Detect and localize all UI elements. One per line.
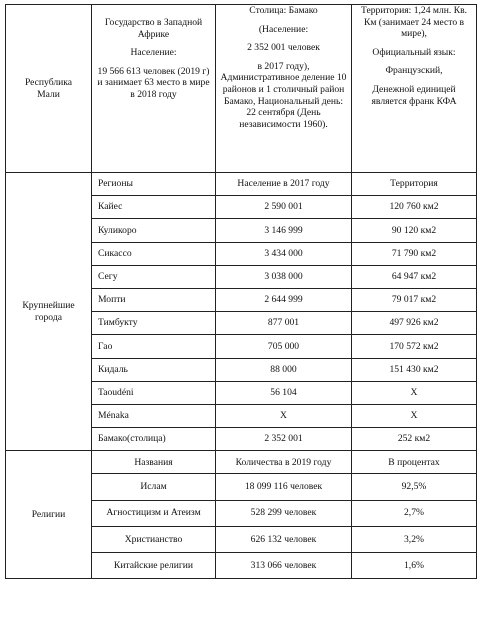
region-name: Кайес	[92, 196, 216, 219]
religion-name: Ислам	[92, 474, 216, 500]
region-name: Гао	[92, 335, 216, 358]
region-name: Сикассо	[92, 242, 216, 265]
region-population: 705 000	[216, 335, 352, 358]
region-population: 56 104	[216, 381, 352, 404]
region-name: Taoudéni	[92, 381, 216, 404]
state-info-cell	[92, 5, 216, 173]
region-population: 3 434 000	[216, 242, 352, 265]
currency-text: Денежной единицей является франк КФА	[371, 83, 457, 107]
population-text: 19 566 613 человек (2019 г) и занимает 63 место в мире в 2018 году	[97, 65, 210, 100]
region-territory: 170 572 км2	[352, 335, 477, 358]
religions-label-cell	[6, 451, 92, 579]
state-description: Государство в Западной Африке	[104, 17, 203, 40]
cities-header-row	[6, 173, 477, 196]
country-name: Республика Мали	[24, 76, 73, 100]
religion-percent: 92,5%	[352, 474, 477, 500]
mali-info-table	[5, 4, 477, 579]
language-label: Официальный язык:	[372, 46, 456, 58]
territory-info-cell	[352, 5, 477, 173]
region-name: Куликоро	[92, 219, 216, 242]
population-label: Население:	[130, 47, 177, 59]
admin-division-text: Административное деление 10 районов и 1 столичный район Бамако, Национальный день: 22 сентября (День независимости 1960).	[220, 72, 347, 130]
religions-header-name: Названия	[92, 451, 216, 474]
religion-name: Агностицизм и Атеизм	[92, 500, 216, 526]
capital-info-cell	[216, 5, 352, 173]
header-row	[6, 5, 477, 173]
region-territory: 71 790 км2	[352, 242, 477, 265]
religion-count: 528 299 человек	[216, 500, 352, 526]
region-name: Мопти	[92, 288, 216, 311]
capital-population-value: 2 352 001 человек	[247, 42, 320, 54]
religions-header-row	[6, 451, 477, 474]
capital-population-open: (Население:	[258, 23, 309, 35]
document-page	[5, 4, 476, 622]
cities-header-region: Регионы	[92, 173, 216, 196]
region-name: Сегу	[92, 265, 216, 288]
religions-header-count: Количества в 2019 году	[216, 451, 352, 474]
language-value: Французский,	[385, 65, 443, 77]
religion-count: 626 132 человек	[216, 526, 352, 552]
region-territory: 90 120 км2	[352, 219, 477, 242]
region-population: 2 590 001	[216, 196, 352, 219]
region-territory: 64 947 км2	[352, 265, 477, 288]
region-territory: 79 017 км2	[352, 288, 477, 311]
region-population: 2 352 001	[216, 428, 352, 451]
religion-name: Христианство	[92, 526, 216, 552]
region-name: Тимбукту	[92, 312, 216, 335]
cities-label-cell	[6, 173, 92, 451]
region-territory: X	[352, 404, 477, 427]
region-name: Кидаль	[92, 358, 216, 381]
region-population: 2 644 999	[216, 288, 352, 311]
capital-text: Столица: Бамако	[249, 5, 318, 16]
religions-header-percent: В процентах	[352, 451, 477, 474]
cities-header-territory: Территория	[352, 173, 477, 196]
religion-count: 313 066 человек	[216, 553, 352, 579]
region-population: 3 146 999	[216, 219, 352, 242]
region-territory: X	[352, 381, 477, 404]
religion-percent: 2,7%	[352, 500, 477, 526]
religions-label: Религии	[31, 508, 66, 520]
region-population: X	[216, 404, 352, 427]
religion-percent: 1,6%	[352, 553, 477, 579]
region-territory: 252 км2	[352, 428, 477, 451]
region-name: Ménaka	[92, 404, 216, 427]
capital-population-close: в 2017 году),	[257, 60, 310, 72]
region-name: Бамако(столица)	[92, 428, 216, 451]
territory-text: Территория: 1,24 млн. Кв. Км (занимает 24 место в мире),	[360, 5, 468, 40]
religion-count: 18 099 116 человек	[216, 474, 352, 500]
cities-label: Крупнейшие города	[22, 300, 75, 323]
religion-name: Китайские религии	[92, 553, 216, 579]
country-cell	[6, 5, 92, 173]
region-territory: 497 926 км2	[352, 312, 477, 335]
region-territory: 120 760 км2	[352, 196, 477, 219]
region-territory: 151 430 км2	[352, 358, 477, 381]
region-population: 3 038 000	[216, 265, 352, 288]
cities-header-population: Население в 2017 году	[216, 173, 352, 196]
region-population: 88 000	[216, 358, 352, 381]
religion-percent: 3,2%	[352, 526, 477, 552]
region-population: 877 001	[216, 312, 352, 335]
